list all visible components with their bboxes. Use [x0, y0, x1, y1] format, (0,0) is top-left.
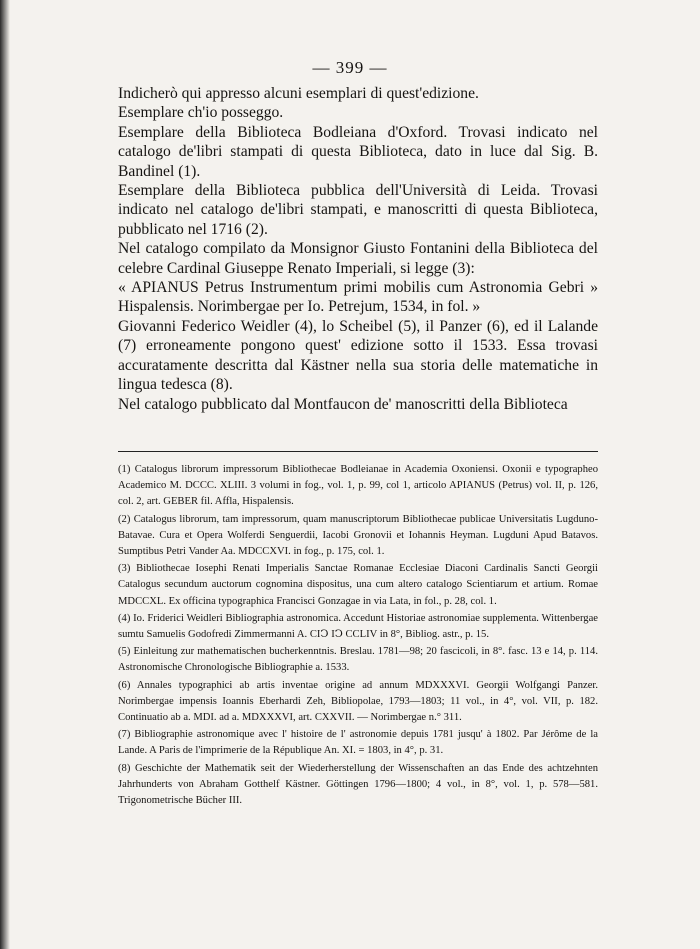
footnote-8: (8) Geschichte der Mathematik seit der Wiederherstellung der Wissenschaften an das Ende des achtzehnten Jahrhunderts von Abraham Gotthelf Kästner. Göttingen 1796—1800; 4 vol., in 8°, vol. 1, p. 578—581. Trigonometrische Bücher III. — [118, 762, 598, 807]
binding-shadow — [0, 0, 10, 949]
footnote-3: (3) Bibliothecae Iosephi Renati Imperialis Sanctae Romanae Ecclesiae Diaconi Cardinalis Sancti Georgii Catalogus secundum auctorum cognomina dispositus, una cum altero catalogo Scientiarum et artium. Romae MDCCXL. Ex officina typographica Francisci Gonzagae in via Lata, in fol., p. 28, col. 1. — [118, 563, 598, 607]
paragraph: Giovanni Federico Weidler (4), lo Scheibel (5), il Panzer (6), ed il Lalande (7) erroneamente pongono quest' edizione sotto il 1533. Essa trovasi accuratamente descritta dal Kästner nella sua storia delle matematiche in lingua tedesca (8). — [118, 317, 598, 394]
footnotes — [118, 462, 598, 809]
main-text — [118, 84, 598, 414]
paragraph: Nel catalogo pubblicato dal Montfaucon de' manoscritti della Biblioteca — [118, 395, 568, 413]
footnote-7: (7) Bibliographie astronomique avec l' histoire de l' astronomie depuis 1781 jusqu' à 1802. Par Jérôme de la Lande. A Paris de l'imprimerie de la République An. XI. = 1803, in 4°, p. 31. — [118, 729, 598, 757]
footnote-divider — [118, 451, 598, 452]
paragraph: Nel catalogo compilato da Monsignor Giusto Fontanini della Biblioteca del celebre Cardinal Giuseppe Renato Imperiali, si legge (3): — [118, 240, 598, 277]
paragraph: Esemplare della Biblioteca pubblica dell'Università di Leida. Trovasi indicato nel catalogo de'libri stampati, e manoscritti di questa Biblioteca, pubblicato nel 1716 (2). — [118, 182, 598, 238]
footnote-1: (1) Catalogus librorum impressorum Bibliothecae Bodleianae in Academia Oxoniensi. Oxonii e typographeo Academico M. DCCC. XLIII. 3 volumi in fog., vol. 1, p. 99, col 1, articolo APIANUS (Petrus) vol. II, p. 126, col. 2, art. GEBER fil. Affla, Hispalensis. — [118, 464, 598, 508]
footnote-2: (2) Catalogus librorum, tam impressorum, quam manuscriptorum Bibliothecae publicae Universitatis Lugduno-Batavae. Cura et Opera Wolferdi Senguerdii, Iacobi Gronovii et Iohannis Heyman. Lugduni Apud Batavos. Sumptibus Petri Vander Aa. MDCCXVI. in fog., p. 175, col. 1. — [118, 513, 598, 558]
paragraph: Indicherò qui appresso alcuni esemplari di quest'edizione. — [118, 85, 479, 102]
footnote-6: (6) Annales typographici ab artis inventae origine ad annum MDXXXVI. Georgii Wolfgangi Panzer. Norimbergae impensis Ioannis Eberhardi Zeh, Bibliopolae, 1793—1803; 11 vol., in 4°, vol. VII, p. 182. Continuatio ab a. MDI. ad a. MDXXXVI, art. CXXVII. — Norimbergae n.° 311. — [118, 679, 598, 724]
paragraph: Esemplare ch'io posseggo. — [118, 104, 284, 122]
page-number: — 399 — — [312, 58, 388, 77]
quotation: « APIANUS Petrus Instrumentum primi mobilis cum Astronomia Gebri » Hispalensis. Norimbergae per Io. Petrejum, 1534, in fol. » — [118, 279, 598, 316]
footnote-5: (5) Einleitung zur mathematischen bucherkenntnis. Breslau. 1781—98; 20 fascicoli, in 8°. fasc. 13 e 14, p. 114. Astronomische Chronologische Bibliographie a. 1533. — [118, 646, 598, 674]
footnote-4: (4) Io. Friderici Weidleri Bibliographia astronomica. Accedunt Historiae astronomiae supplementa. Wittenbergae sumtu Samuelis Godofredi Zimmermanni A. CIↃ IↃ CCLIV in 8°, Bibliog. astr., p. 15. — [118, 612, 598, 641]
paragraph: Esemplare della Biblioteca Bodleiana d'Oxford. Trovasi indicato nel catalogo de'libri stampati di questa Biblioteca, dato in luce dal Sig. B. Bandinel (1). — [118, 123, 598, 180]
